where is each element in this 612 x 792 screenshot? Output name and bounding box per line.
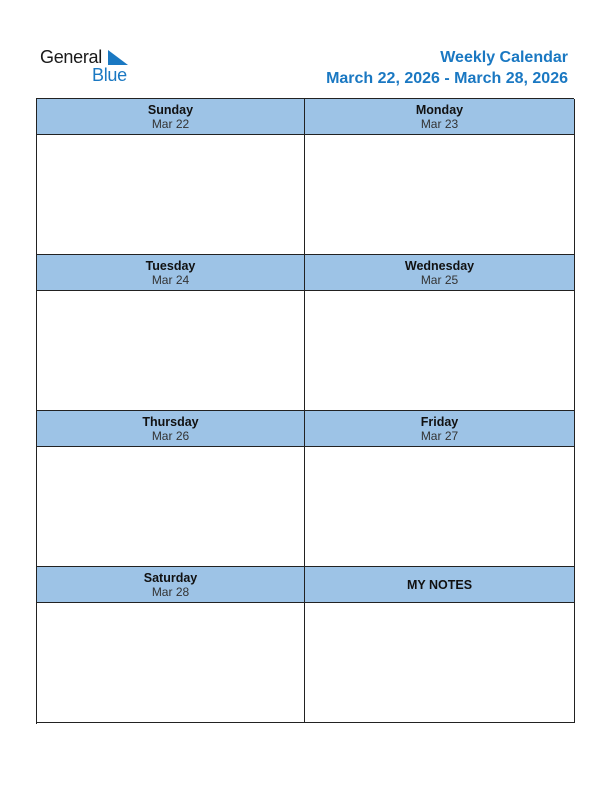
- calendar-title: Weekly Calendar: [440, 49, 568, 66]
- day-cell-tuesday: [37, 255, 305, 411]
- day-date: Mar 27: [420, 429, 459, 443]
- day-entry-area[interactable]: [305, 291, 574, 410]
- notes-cell: [305, 567, 575, 723]
- notes-header: [305, 567, 574, 603]
- day-cell-thursday: [37, 411, 305, 567]
- day-name: Wednesday: [404, 259, 475, 273]
- day-name: Sunday: [147, 103, 194, 117]
- day-name: Monday: [415, 103, 464, 117]
- notes-entry-area[interactable]: [305, 603, 574, 722]
- day-name: Saturday: [143, 571, 198, 585]
- day-entry-area[interactable]: [37, 291, 304, 410]
- day-entry-area[interactable]: [305, 135, 574, 254]
- notes-label: MY NOTES: [406, 578, 473, 592]
- logo-word-general: General: [40, 47, 102, 67]
- generalblue-logo: [40, 47, 140, 87]
- day-header: [305, 411, 574, 447]
- day-name: Tuesday: [145, 259, 196, 273]
- day-cell-sunday: [37, 99, 305, 255]
- day-entry-area[interactable]: [37, 135, 304, 254]
- week-grid: [36, 98, 574, 724]
- logo-word-blue: Blue: [92, 65, 127, 85]
- day-header: [37, 99, 304, 135]
- day-cell-friday: [305, 411, 575, 567]
- day-date: Mar 26: [151, 429, 190, 443]
- day-cell-monday: [305, 99, 575, 255]
- calendar-title-block: [326, 48, 568, 89]
- day-header: [37, 411, 304, 447]
- day-date: Mar 25: [420, 273, 459, 287]
- day-header: [305, 255, 574, 291]
- day-date: Mar 23: [420, 117, 459, 131]
- day-header: [37, 255, 304, 291]
- day-name: Friday: [420, 415, 459, 429]
- day-date: Mar 24: [151, 273, 190, 287]
- day-entry-area[interactable]: [37, 447, 304, 566]
- day-cell-saturday: [37, 567, 305, 723]
- calendar-date-range: March 22, 2026 - March 28, 2026: [326, 70, 568, 87]
- day-cell-wednesday: [305, 255, 575, 411]
- day-header: [305, 99, 574, 135]
- day-name: Thursday: [142, 415, 199, 429]
- day-date: Mar 28: [151, 585, 190, 599]
- day-header: [37, 567, 304, 603]
- triangle-flag-icon: [108, 50, 128, 65]
- day-entry-area[interactable]: [37, 603, 304, 722]
- day-entry-area[interactable]: [305, 447, 574, 566]
- day-date: Mar 22: [151, 117, 190, 131]
